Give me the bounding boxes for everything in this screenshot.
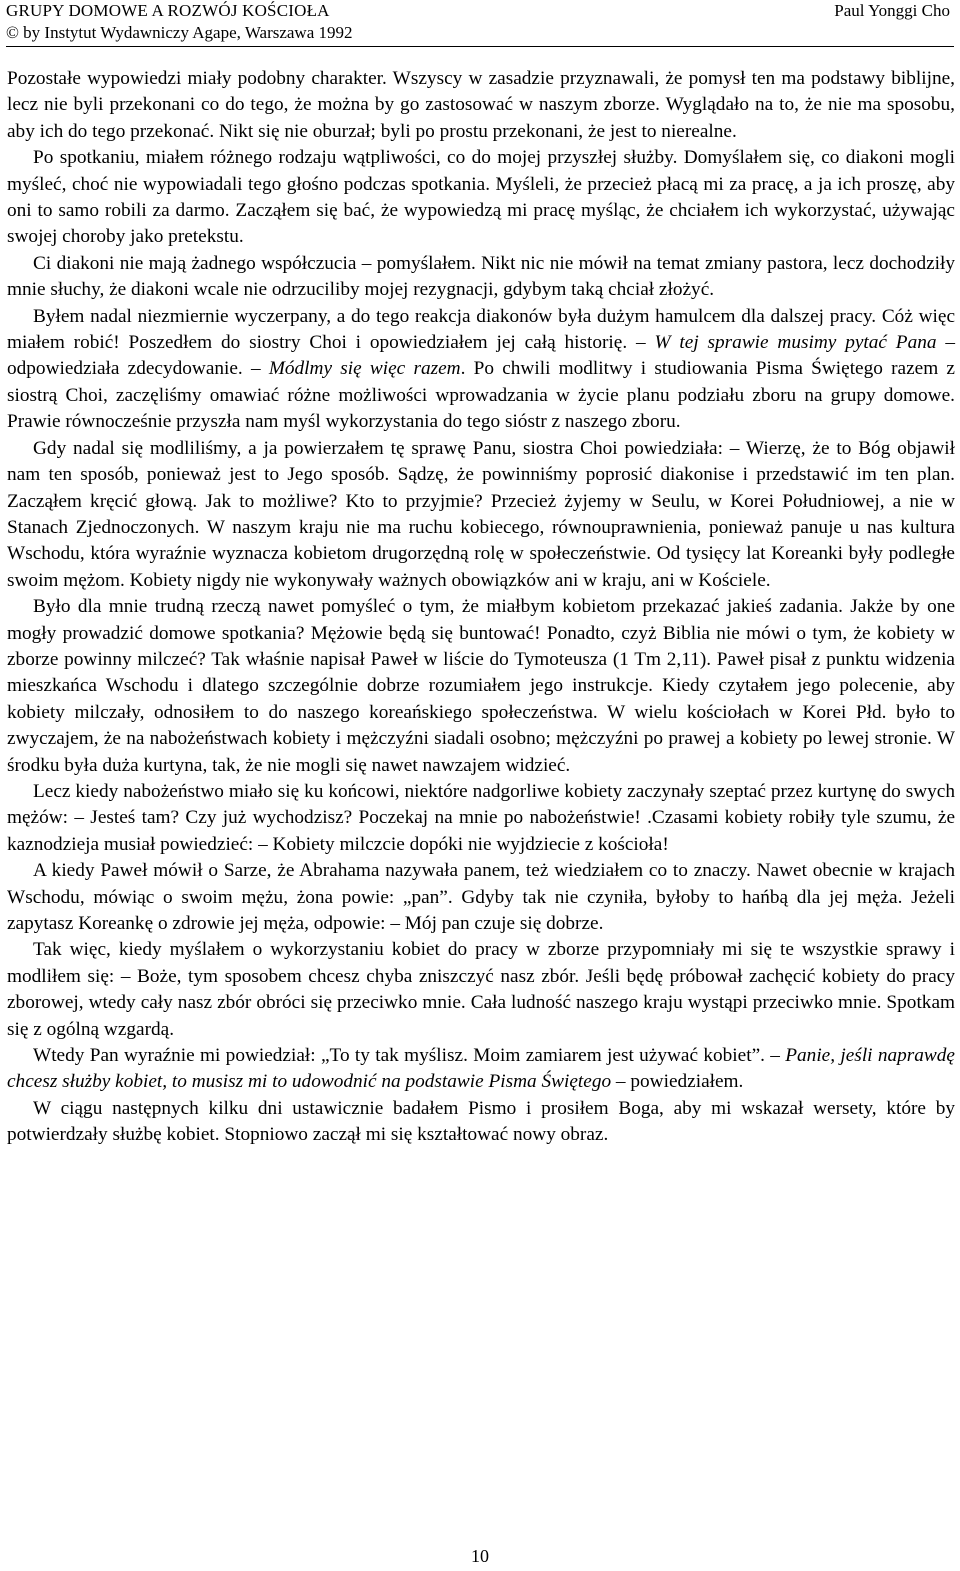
text-run: A kiedy Paweł mówił o Sarze, że Abrahama nazywała panem, też wiedziałem co to znaczy. Nawet obecnie w krajach Wschodu, mówiąc o swoim mężu, żona powie: „pan”. Gdyby tak nie czyniła, byłoby to hańbą dla jej męża. Jeżeli zapytasz Koreankę o zdrowie jej męża, odpowie: – Mój pan czuje się dobrze. <box>7 860 955 934</box>
paragraph <box>7 1096 955 1149</box>
text-run: . Po chwili modlitwy i studiowania Pisma Świętego razem z siostrą Choi, zaczęliśmy omawiać różne możliwości wprowadzania w życie planu podziału zboru na grupy domowe. Prawie równocześnie przyszła nam myśl wykorzystania do tego sióstr z naszego zboru. <box>7 358 955 433</box>
page-number: 10 <box>471 1546 489 1566</box>
header-divider <box>6 46 954 47</box>
italic-text: Panie, jeśli naprawdę chcesz służby kobiet, to musisz mi to udowodnić na podstawie Pisma Świętego <box>7 1045 955 1093</box>
paragraph <box>7 66 955 145</box>
text-run: Po spotkaniu, miałem różnego rodzaju wątpliwości, co do mojej przyszłej służby. Domyślałem się, co diakoni mogli myśleć, choć nie wypowiadali tego głośno podczas spotkania. Myśleli, że przecież płacą mi za pracę, a ja ich proszę, aby oni to samo robili za darmo. Zacząłem się bać, że wypowiedzą mi pracę myśląc, że chciałem ich wykorzystać, używając swojej choroby jako pretekstu. <box>7 147 955 248</box>
paragraph <box>7 145 955 251</box>
paragraph <box>7 1043 955 1096</box>
running-header <box>6 0 950 44</box>
header-top-row <box>6 0 950 22</box>
text-run: Byłem nadal niezmiernie wyczerpany, a do tego reakcja diakonów była dużym hamulcem dla dalszej pracy. Cóż więc miałem robić! Poszedłem do siostry Choi i opowiedziałem jej całą historię. – <box>7 305 955 354</box>
text-run: Było dla mnie trudną rzeczą nawet pomyśleć o tym, że miałbym kobietom przekazać jakieś zadania. Jakże by one mogły prowadzić domowe spotkania? Mężowie będą się buntować! Ponadto, czyż Biblia nie mówi o tym, że kobiety w zborze powinny milczeć? Tak właśnie napisał Paweł w liście do Tymoteusza (1 Tm 2,11). Paweł pisał z punktu widzenia mieszkańca Wschodu i dlatego szczególnie dobrze rozumiałem jego instrukcje. Kiedy czytałem jego polecenie, aby kobiety milczały, odnosiłem to do naszego koreańskiego społeczeństwa. W wielu kościołach w Korei Płd. było to zwyczajem, że na nabożeństwach kobiety i mężczyźni siadali osobno; mężczyźni po prawej a kobiety po lewej stronie. W środku była duża kurtyna, tak, że nie mogli się nawet nawzajem widzieć. <box>7 596 955 776</box>
text-run: Pozostałe wypowiedzi miały podobny charakter. Wszyscy w zasadzie przyznawali, że pomysł ten ma podstawy biblijne, lecz nie byli przekonani co do tego, że można by go zastosować w naszym zborze. Wyglądało na to, że nie ma sposobu, aby ich do tego przekonać. Nikt się nie oburzał; byli po prostu przekonani, że jest to nierealne. <box>7 68 955 142</box>
paragraph <box>7 937 955 1043</box>
book-title: GRUPY DOMOWE A ROZWÓJ KOŚCIOŁA <box>6 1 330 20</box>
text-run: Lecz kiedy nabożeństwo miało się ku końcowi, niektóre nadgorliwe kobiety zaczynały szeptać przez kurtynę do swych mężów: – Jesteś tam? Czy już wychodzisz? Poczekaj na mnie po nabożeństwie! .Czasami kobiety robiły tyle szumu, że kaznodzieja musiał powiedzieć: – Kobiety milczcie dopóki nie wyjdziecie z kościoła! <box>7 780 955 855</box>
text-run: – powiedziałem. <box>611 1071 744 1093</box>
copyright-line: © by Instytut Wydawniczy Agape, Warszawa 1992 <box>6 23 353 42</box>
italic-text: Módlmy się więc razem <box>268 358 461 380</box>
paragraph <box>7 594 955 779</box>
text-run: Tak więc, kiedy myślałem o wykorzystaniu kobiet do pracy w zborze przypomniały mi się te wszystkie sprawy i modliłem się: – Boże, tym sposobem chcesz chyba zniszczyć nasz zbór. Jeśli będę próbował zachęcić kobiety do pracy zborowej, wtedy cały nasz zbór obróci się przeciwko mnie. Cała ludność naszego kraju wystąpi przeciwko mnie. Spotkam się z ogólną wzgardą. <box>7 939 955 1040</box>
italic-text: W tej sprawie musimy pytać Pana <box>654 332 937 354</box>
paragraph <box>7 251 955 304</box>
body-text <box>7 66 955 1149</box>
text-run: Ci diakoni nie mają żadnego współczucia – pomyślałem. Nikt nic nie mówił na temat zmiany pastora, lecz dochodziły mnie słuchy, że diakoni wcale nie odrzuciliby mojej rezygnacji, gdybym taką chciał złożyć. <box>7 252 955 301</box>
book-author: Paul Yonggi Cho <box>834 1 950 20</box>
text-run: W ciągu następnych kilku dni ustawicznie badałem Pismo i prosiłem Boga, aby mi wskazał wersety, które by potwierdzały służbę kobiet. Stopniowo zaczął mi się kształtować nowy obraz. <box>7 1097 955 1146</box>
paragraph <box>7 779 955 858</box>
paragraph <box>7 858 955 937</box>
paragraph <box>7 304 955 436</box>
text-run: – odpowiedziała zdecydowanie. – <box>7 332 955 380</box>
text-run: Wtedy Pan wyraźnie mi powiedział: „To ty tak myślisz. Moim zamiarem jest używać kobiet”. – <box>33 1045 786 1067</box>
text-run: Gdy nadal się modliliśmy, a ja powierzałem tę sprawę Panu, siostra Choi powiedziała: – Wierzę, że to Bóg objawił nam ten sposób, ponieważ jest to Jego sposób. Sądzę, że powinniśmy poprosić diakonise i przedstawić im ten plan. Zacząłem kręcić głową. Jak to możliwe? Kto to przyjmie? Przecież żyjemy w Seulu, w Korei Południowej, a nie w Stanach Zjednoczonych. W naszym kraju nie ma ruchu kobiecego, równouprawnienia, ponieważ panuje u nas kultura Wschodu, która wyraźnie wyznacza kobietom drugorzędną rolę w społeczeństwie. Od tysięcy lat Koreanki były podległe swoim mężom. Kobiety nigdy nie wykonywały ważnych obowiązków ani w kraju, ani w Kościele. <box>7 437 955 591</box>
paragraph <box>7 436 955 594</box>
